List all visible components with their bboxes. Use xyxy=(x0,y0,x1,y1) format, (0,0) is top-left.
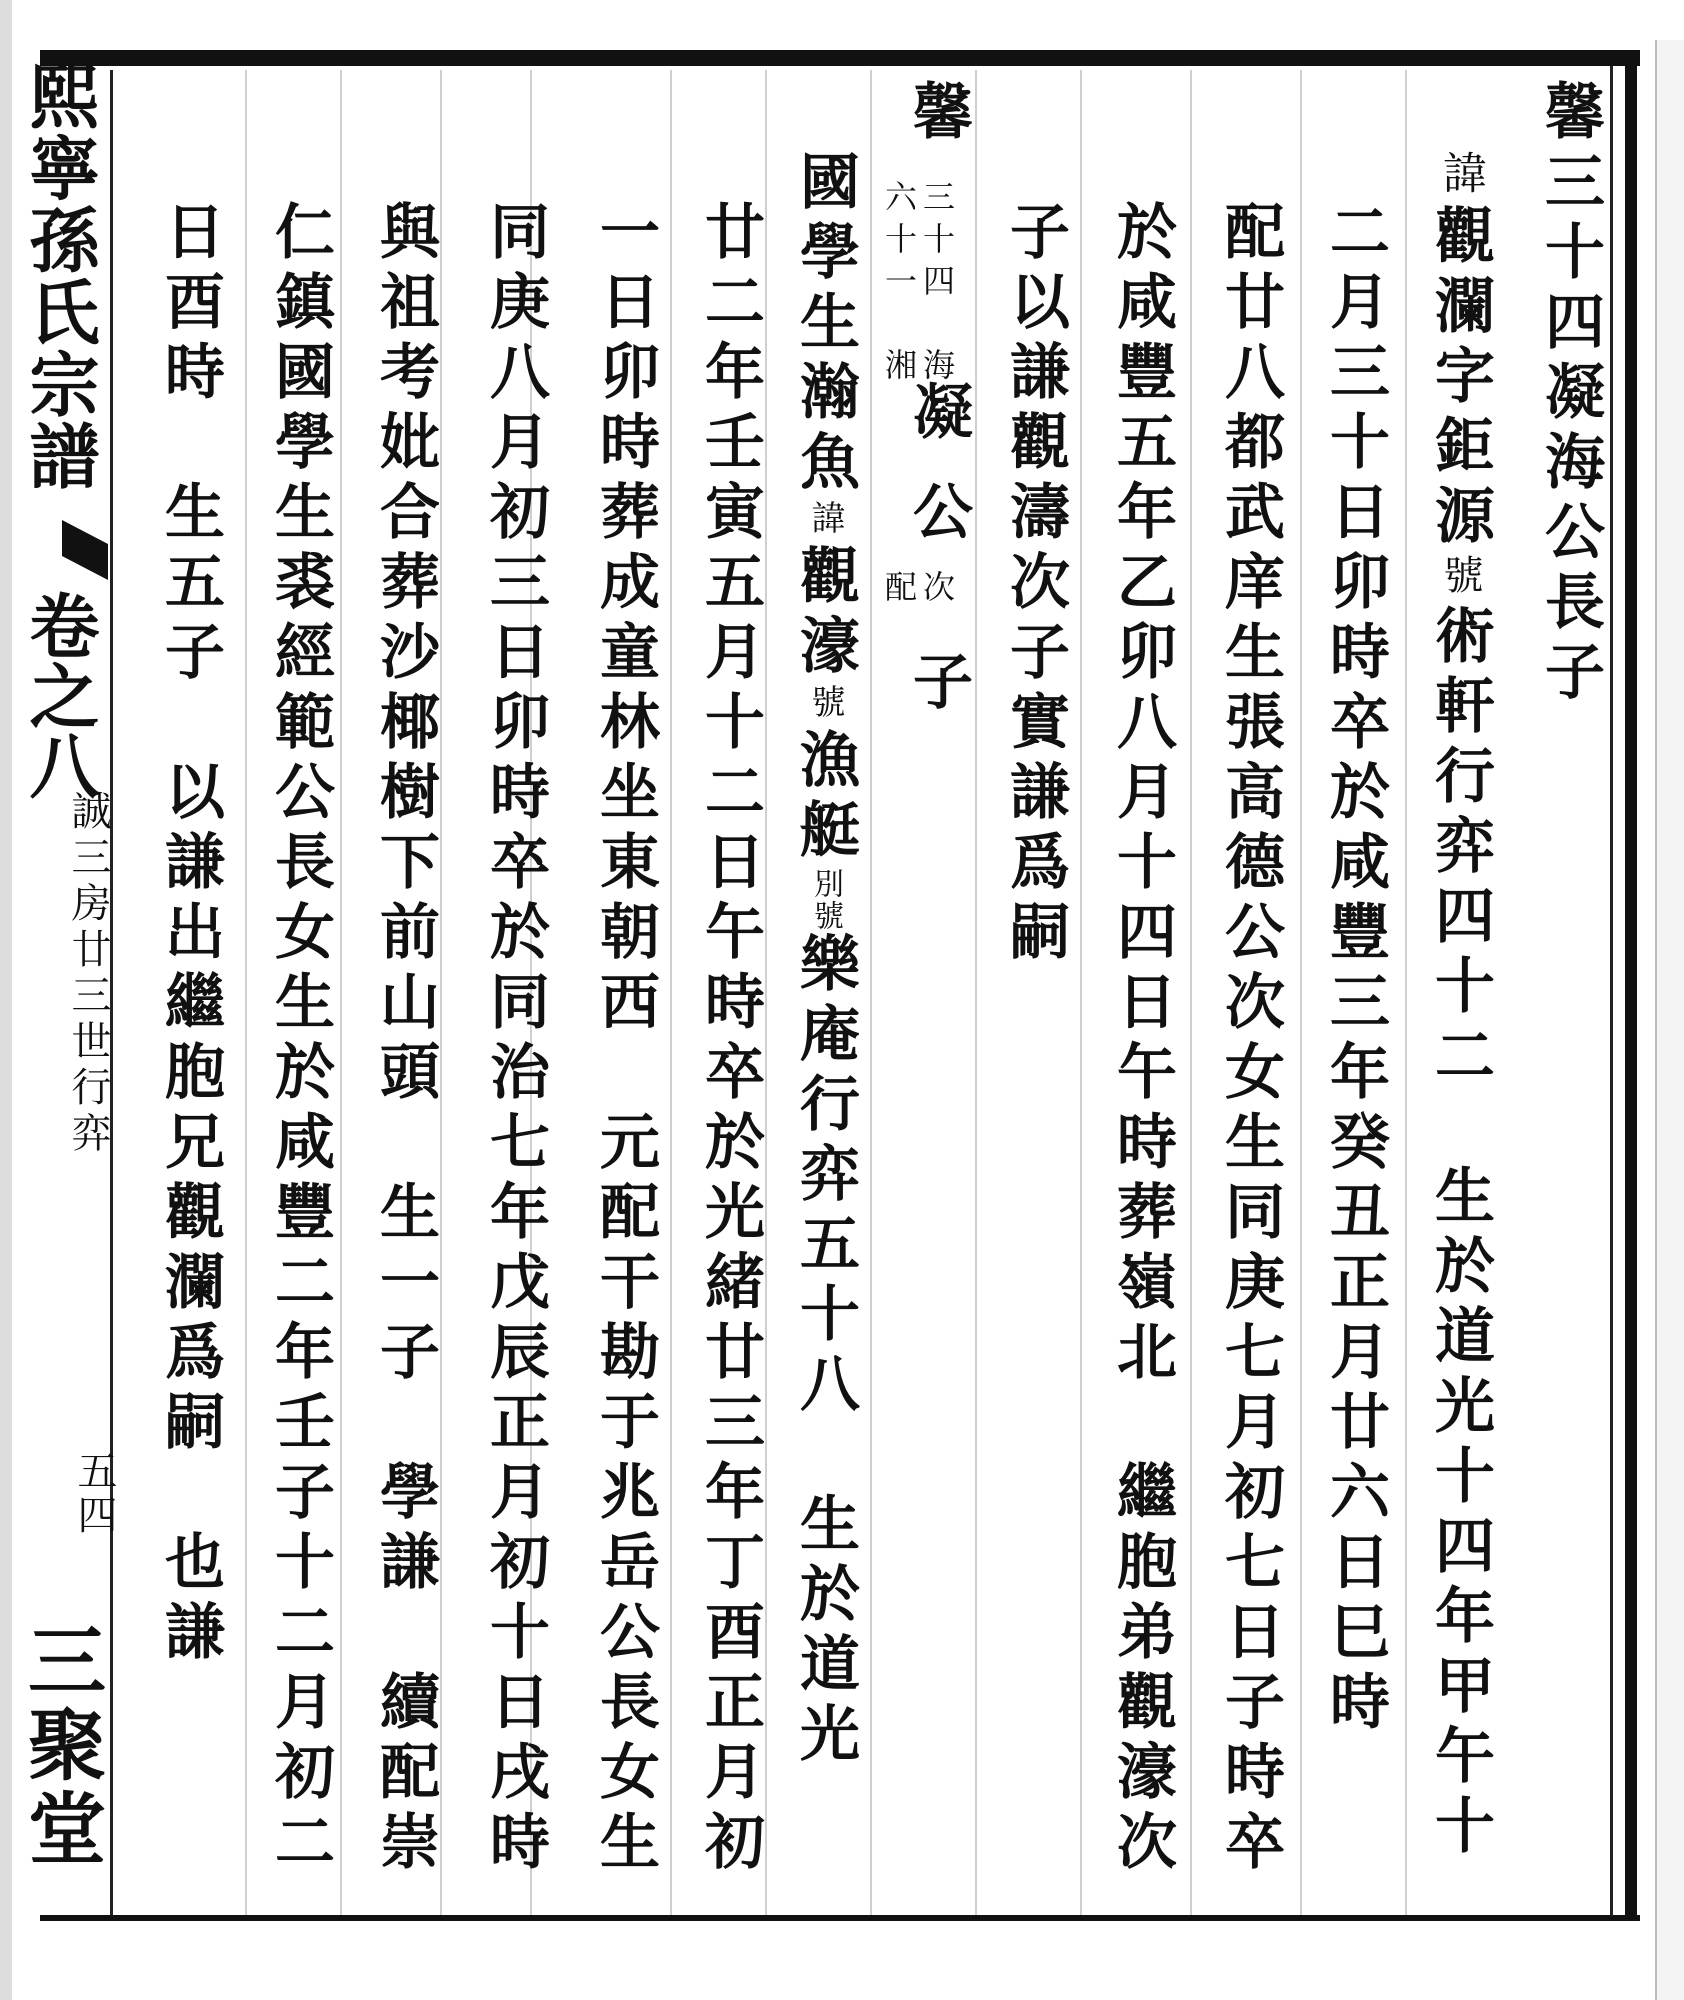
column-text: 觀濠 xyxy=(790,544,860,684)
column-text: 國學生瀚魚 xyxy=(790,150,860,500)
column-text: 漁艇 xyxy=(790,728,860,868)
annotation-small: 號 xyxy=(1437,554,1483,604)
entry-heading-column xyxy=(1520,80,1620,710)
book-title: 熙寧孫氏宗譜 xyxy=(18,60,101,492)
text-column xyxy=(775,150,875,1772)
text-column xyxy=(1410,150,1510,1864)
column-text: 一日卯時葬成童林坐東朝西 元配干勘于兆岳公長女生 xyxy=(590,200,660,1880)
hall-name: 三聚堂 xyxy=(15,1620,106,1872)
entry-heading-main: 公 xyxy=(903,480,973,550)
page-number: 五四 xyxy=(71,1450,117,1538)
column-text: 觀瀾字鉅源 xyxy=(1425,204,1495,554)
right-border-outer xyxy=(1625,50,1637,1920)
column-text: 於咸豐五年乙卯八月十四日午時葬嶺北 繼胞弟觀濠次 xyxy=(1107,200,1177,1880)
entry-heading: 馨三十四凝海公長子 xyxy=(1535,80,1605,710)
annotation-small: 別號 xyxy=(808,868,843,932)
annotation-small: 諱 xyxy=(805,500,845,544)
entry-heading-main: 子 xyxy=(903,650,973,720)
column-text: 術軒行弈四十二 生於道光十四年甲午十 xyxy=(1425,604,1495,1864)
column-rule xyxy=(1405,70,1407,1915)
annotation-small: 號 xyxy=(805,684,845,728)
column-rule xyxy=(245,70,247,1915)
entry-heading-main: 凝 xyxy=(903,380,973,450)
text-column xyxy=(1092,200,1192,1880)
branch-label: 誠三房廿三世行弈 xyxy=(65,790,111,1158)
column-text: 廿二年壬寅五月十二日午時卒於光緒廿三年丁酉正月初 xyxy=(695,200,765,1880)
book-spine-edge xyxy=(0,0,12,2000)
entry-heading-main: 馨 xyxy=(903,80,973,150)
text-column xyxy=(575,200,675,1880)
column-text: 子以謙觀濤次子實謙爲嗣 xyxy=(1000,200,1070,970)
column-text: 仁鎮國學生裘經範公長女生於咸豐二年壬子十二月初二 xyxy=(265,200,335,1880)
column-text: 同庚八月初三日卯時卒於同治七年戊辰正月初十日戌時 xyxy=(480,200,550,1880)
column-text: 與祖考妣合葬沙椰樹下前山頭 生一子 學謙 續配崇 xyxy=(370,200,440,1880)
column-rule xyxy=(975,70,977,1915)
text-column xyxy=(250,200,350,1880)
column-text: 配廿八都武庠生張高德公次女生同庚七月初七日子時卒 xyxy=(1215,200,1285,1880)
entry-heading-annotation: 次 配 xyxy=(880,570,956,628)
volume-label: 卷之八 xyxy=(18,590,101,800)
text-column xyxy=(465,200,565,1880)
column-rule xyxy=(1300,70,1302,1915)
annotation-small: 諱 xyxy=(1435,150,1486,204)
top-border xyxy=(40,50,1640,66)
bottom-border xyxy=(40,1915,1640,1921)
column-text: 樂庵行弈五十八 生於道光 xyxy=(790,932,860,1772)
text-column xyxy=(680,200,780,1880)
entry-heading-annotation: 三十四 海 六十一 湘 xyxy=(880,180,956,390)
column-text: 日酉時 生五子 以謙出繼胞兄觀瀾爲嗣 也謙 xyxy=(155,200,225,1670)
text-column xyxy=(1200,200,1300,1880)
text-column xyxy=(355,200,455,1880)
column-text: 二月三十日卯時卒於咸豐三年癸丑正月廿六日巳時 xyxy=(1320,200,1390,1740)
text-column xyxy=(1305,200,1405,1740)
text-column xyxy=(985,200,1085,970)
right-page-edge xyxy=(1655,40,1684,2000)
text-column xyxy=(140,200,240,1670)
